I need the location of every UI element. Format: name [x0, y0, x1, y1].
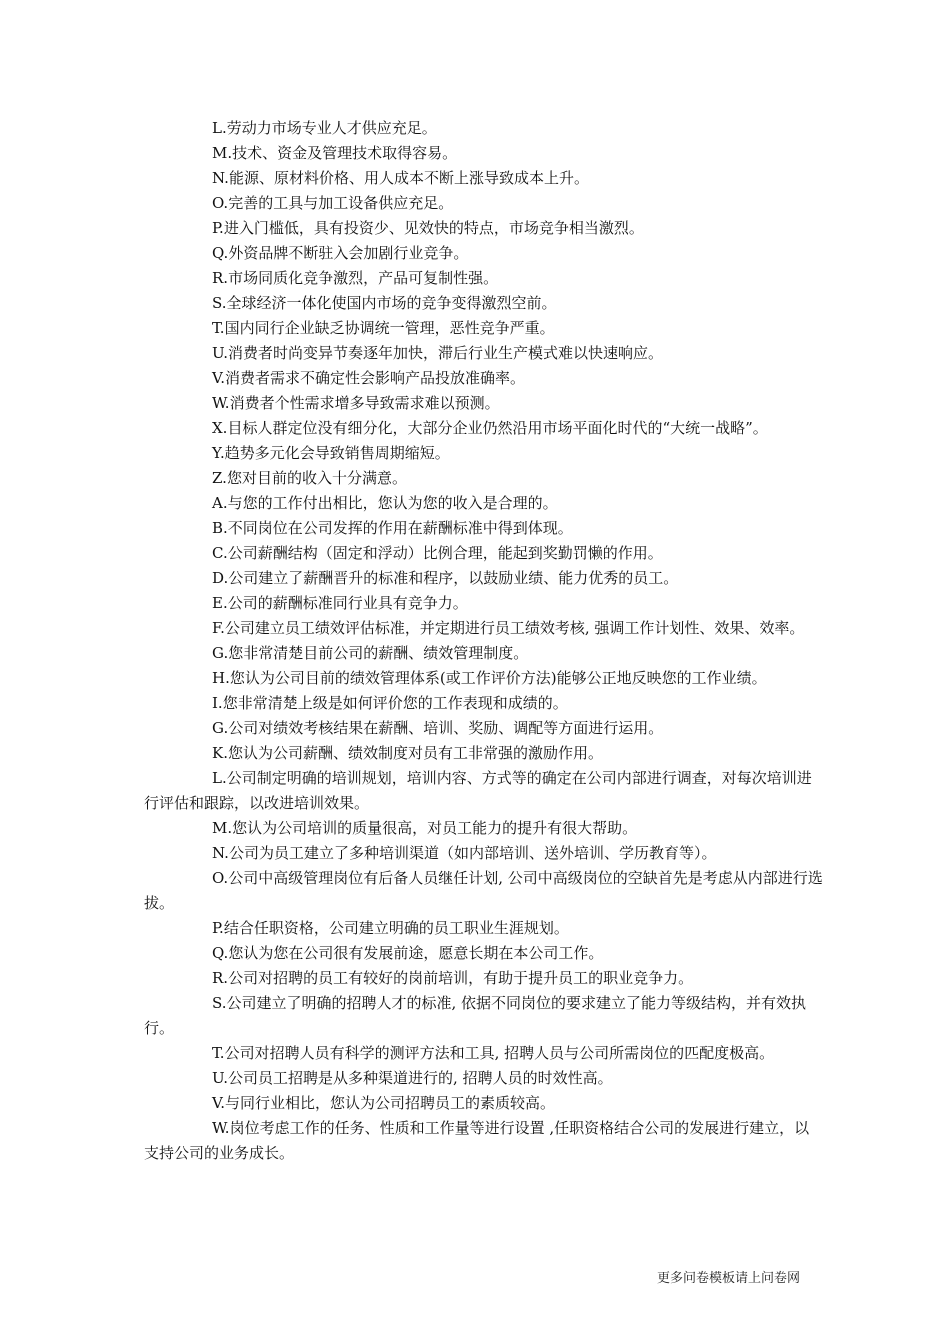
list-item: [144, 991, 824, 1041]
item-text: 公司建立员工绩效评估标准，并定期进行员工绩效考核, 强调工作计划性、效果、效率。: [224, 619, 805, 637]
list-item: [144, 1116, 824, 1166]
item-text: 公司中高级管理岗位有后备人员继任计划, 公司中高级岗位的空缺首先是考虑从内部进行选拔。: [144, 869, 823, 912]
list-item: [144, 816, 824, 841]
item-letter: V.: [212, 369, 225, 387]
item-text: 国内同行企业缺乏协调统一管理，恶性竞争严重。: [224, 319, 555, 337]
footer-note: 更多问卷模板请上问卷网: [656, 1271, 800, 1286]
item-letter: P.: [212, 219, 224, 237]
item-text: 公司对招聘的员工有较好的岗前培训，有助于提升员工的职业竞争力。: [228, 969, 694, 987]
list-item: [144, 591, 824, 616]
list-item: [144, 516, 824, 541]
item-letter: O.: [212, 869, 229, 887]
item-text: 劳动力市场专业人才供应充足。: [226, 119, 437, 137]
list-item: [144, 191, 824, 216]
item-letter: U.: [212, 1069, 229, 1087]
item-text: 公司薪酬结构（固定和浮动）比例合理，能起到奖勤罚懒的作用。: [227, 544, 663, 562]
list-item: [144, 1066, 824, 1091]
list-item: [144, 966, 824, 991]
list-item: [144, 691, 824, 716]
item-letter: G.: [212, 644, 229, 662]
item-letter: D.: [212, 569, 229, 587]
item-text: 公司建立了薪酬晋升的标准和程序，以鼓励业绩、能力优秀的员工。: [228, 569, 679, 587]
item-letter: M.: [212, 819, 233, 837]
item-text: 岗位考虑工作的任务、性质和工作量等进行设置 ,任职资格结合公司的发展进行建立，以支持公司的业务成长。: [144, 1119, 810, 1162]
item-text: 完善的工具与加工设备供应充足。: [228, 194, 454, 212]
questionnaire-body: [144, 116, 824, 1166]
list-item: [144, 716, 824, 741]
item-text: 公司建立了明确的招聘人才的标准, 依据不同岗位的要求建立了能力等级结构，并有效执行。: [144, 994, 807, 1037]
item-letter: R.: [212, 269, 229, 287]
item-text: 您认为公司目前的绩效管理体系(或工作评价方法)能够公正地反映您的工作业绩。: [229, 669, 767, 687]
item-text: 您认为公司薪酬、绩效制度对员有工非常强的激励作用。: [227, 744, 603, 762]
item-letter: C.: [212, 544, 228, 562]
item-letter: E.: [212, 594, 228, 612]
list-item: [144, 266, 824, 291]
item-text: 技术、资金及管理技术取得容易。: [232, 144, 458, 162]
list-item: [144, 1091, 824, 1116]
item-letter: Z.: [212, 469, 227, 487]
list-item: [144, 841, 824, 866]
list-item: [144, 641, 824, 666]
item-letter: W.: [212, 394, 230, 412]
item-text: 能源、原材料价格、用人成本不断上涨导致成本上升。: [228, 169, 589, 187]
list-item: [144, 941, 824, 966]
item-text: 市场同质化竞争激烈，产品可复制性强。: [228, 269, 499, 287]
list-item: [144, 616, 824, 641]
item-letter: H.: [212, 669, 230, 687]
item-letter: N.: [212, 169, 229, 187]
list-item: [144, 541, 824, 566]
item-letter: T.: [212, 319, 225, 337]
list-item: [144, 166, 824, 191]
list-item: [144, 866, 824, 916]
item-letter: T.: [212, 1044, 225, 1062]
item-text: 消费者时尚变异节奏逐年加快，滞后行业生产模式难以快速响应。: [228, 344, 664, 362]
item-text: 公司对招聘人员有科学的测评方法和工具, 招聘人员与公司所需岗位的匹配度极高。: [224, 1044, 775, 1062]
item-text: 与您的工作付出相比，您认为您的收入是合理的。: [227, 494, 558, 512]
list-item: [144, 241, 824, 266]
item-letter: Q.: [212, 244, 229, 262]
item-text: 公司对绩效考核结果在薪酬、培训、奖励、调配等方面进行运用。: [228, 719, 664, 737]
item-letter: S.: [212, 994, 227, 1012]
item-letter: A.: [212, 494, 228, 512]
list-item: [144, 316, 824, 341]
list-item: [144, 766, 824, 816]
list-item: [144, 566, 824, 591]
list-item: [144, 741, 824, 766]
item-letter: V.: [212, 1094, 225, 1112]
list-item: [144, 1041, 824, 1066]
item-letter: G.: [212, 719, 229, 737]
item-letter: L.: [212, 769, 227, 787]
list-item: [144, 391, 824, 416]
list-item: [144, 116, 824, 141]
item-text: 与同行业相比，您认为公司招聘员工的素质较高。: [224, 1094, 555, 1112]
item-letter: F.: [212, 619, 225, 637]
item-text: 您对目前的收入十分满意。: [226, 469, 407, 487]
item-text: 外资品牌不断驻入会加剧行业竞争。: [228, 244, 469, 262]
item-text: 您非常清楚目前公司的薪酬、绩效管理制度。: [228, 644, 529, 662]
item-text: 公司的薪酬标准同行业具有竞争力。: [227, 594, 468, 612]
item-letter: M.: [212, 144, 233, 162]
item-text: 消费者个性需求增多导致需求难以预测。: [229, 394, 500, 412]
item-letter: Q.: [212, 944, 229, 962]
item-text: 不同岗位在公司发挥的作用在薪酬标准中得到体现。: [227, 519, 573, 537]
item-letter: U.: [212, 344, 229, 362]
item-text: 公司制定明确的培训规划，培训内容、方式等的确定在公司内部进行调查，对每次培训进行评估和跟踪，以改进培训效果。: [144, 769, 812, 812]
item-letter: X.: [212, 419, 228, 437]
list-item: [144, 441, 824, 466]
item-text: 公司为员工建立了多种培训渠道（如内部培训、送外培训、学历教育等）。: [228, 844, 717, 862]
item-text: 趋势多元化会导致销售周期缩短。: [224, 444, 450, 462]
list-item: [144, 341, 824, 366]
list-item: [144, 291, 824, 316]
item-letter: O.: [212, 194, 229, 212]
list-item: [144, 916, 824, 941]
item-letter: N.: [212, 844, 229, 862]
item-text: 目标人群定位没有细分化，大部分企业仍然沿用市场平面化时代的“大统一战略”。: [227, 419, 768, 437]
list-item: [144, 416, 824, 441]
item-letter: Y.: [212, 444, 225, 462]
item-letter: P.: [212, 919, 224, 937]
item-letter: R.: [212, 969, 229, 987]
item-text: 全球经济一体化使国内市场的竞争变得激烈空前。: [226, 294, 557, 312]
item-letter: S.: [212, 294, 227, 312]
item-text: 结合任职资格，公司建立明确的员工职业生涯规划。: [223, 919, 569, 937]
item-letter: B.: [212, 519, 228, 537]
item-letter: W.: [212, 1119, 230, 1137]
item-text: 公司员工招聘是从多种渠道进行的, 招聘人员的时效性高。: [228, 1069, 613, 1087]
item-text: 消费者需求不确定性会影响产品投放准确率。: [224, 369, 525, 387]
list-item: [144, 491, 824, 516]
list-item: [144, 666, 824, 691]
list-item: [144, 216, 824, 241]
item-letter: K.: [212, 744, 228, 762]
item-letter: I.: [212, 694, 223, 712]
list-item: [144, 141, 824, 166]
item-letter: L.: [212, 119, 227, 137]
list-item: [144, 366, 824, 391]
item-text: 您认为公司培训的质量很高，对员工能力的提升有很大帮助。: [232, 819, 638, 837]
item-text: 您认为您在公司很有发展前途，愿意长期在本公司工作。: [228, 944, 604, 962]
item-text: 进入门槛低，具有投资少、见效快的特点，市场竞争相当激烈。: [223, 219, 644, 237]
list-item: [144, 466, 824, 491]
item-text: 您非常清楚上级是如何评价您的工作表现和成绩的。: [222, 694, 568, 712]
